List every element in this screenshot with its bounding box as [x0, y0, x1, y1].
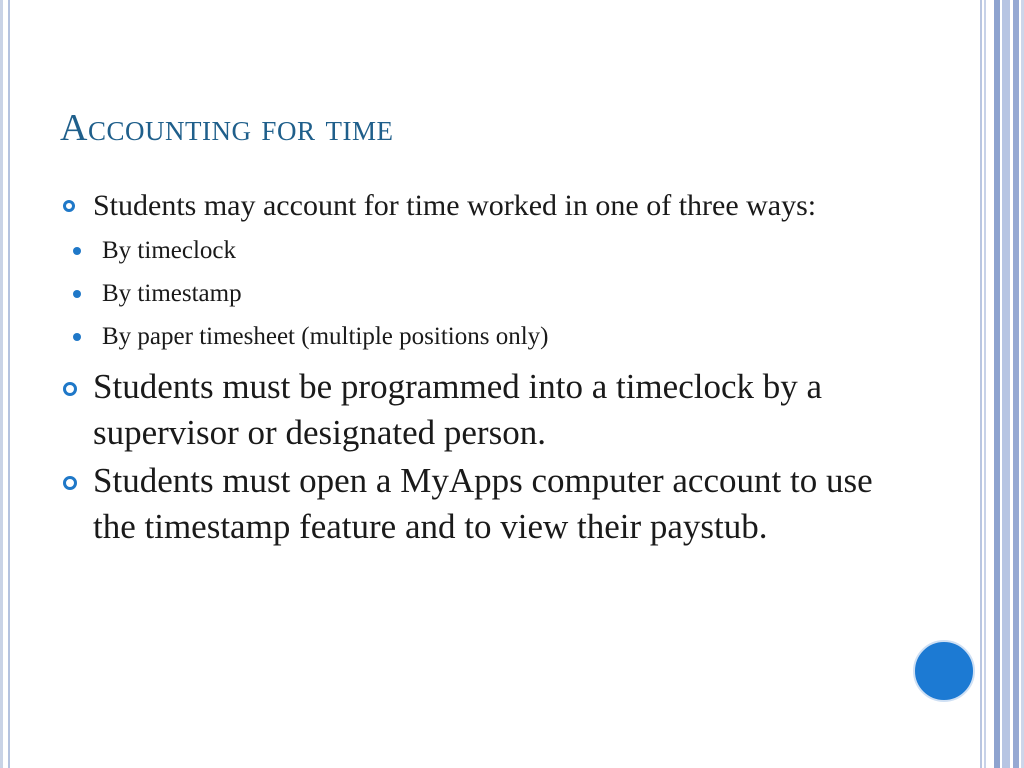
slide-title: Accounting for time — [60, 107, 394, 149]
slide-body — [60, 186, 900, 550]
hollow-circle-bullet-icon — [63, 382, 77, 396]
filled-dot-bullet-icon — [73, 247, 81, 255]
sub-bullet-list — [60, 229, 900, 358]
hollow-circle-bullet-icon — [63, 476, 77, 490]
hollow-circle-bullet-icon — [63, 200, 75, 212]
sub-bullet-item-timeclock — [60, 229, 900, 272]
right-border-stripe — [1002, 0, 1010, 768]
sub-bullet-text: By paper timesheet (multiple positions only) — [102, 323, 549, 350]
sub-bullet-text: By timeclock — [102, 237, 236, 264]
left-border-stripe — [0, 0, 3, 768]
sub-bullet-text: By timestamp — [102, 280, 242, 307]
bullet-text: Students must open a MyApps computer account to use the timestamp feature and to view their paystub. — [93, 461, 873, 546]
right-border-stripe — [984, 0, 986, 768]
decorative-circle-icon — [913, 640, 975, 702]
filled-dot-bullet-icon — [73, 290, 81, 298]
bullet-text: Students may account for time worked in one of three ways: — [93, 189, 817, 222]
sub-bullet-item-timestamp — [60, 272, 900, 315]
filled-dot-bullet-icon — [73, 333, 81, 341]
bullet-item-myapps-account — [60, 458, 900, 550]
right-border-stripes — [980, 0, 1024, 768]
sub-bullet-item-paper-timesheet — [60, 315, 900, 358]
right-border-stripe — [1013, 0, 1019, 768]
right-border-stripe — [994, 0, 1000, 768]
bullet-item-account-ways — [60, 186, 900, 226]
bullet-item-timeclock-programming — [60, 364, 900, 456]
right-border-stripe — [980, 0, 982, 768]
left-border-stripe — [8, 0, 10, 768]
bullet-text: Students must be programmed into a timeclock by a supervisor or designated person. — [93, 367, 823, 452]
